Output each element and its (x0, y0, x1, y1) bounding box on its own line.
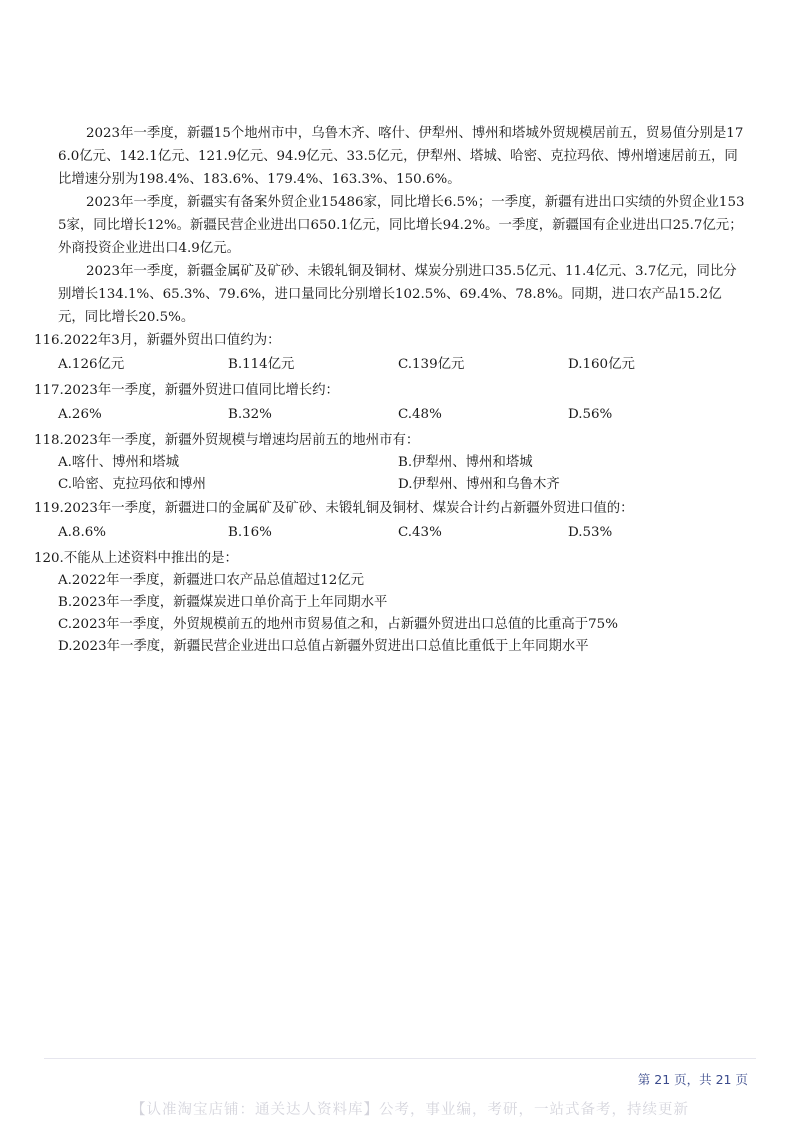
question-119-options (58, 521, 748, 544)
question-117-options (58, 403, 748, 426)
watermark-text: 【认准淘宝店铺：通关达人资料库】公考，事业编，考研，一站式备考，持续更新 (131, 1102, 689, 1118)
option-d: D.伊犁州、博州和乌鲁木齐 (398, 477, 560, 492)
option-b: B.伊犁州、博州和塔城 (398, 455, 533, 470)
option-d: D.2023年一季度，新疆民营企业进出口总值占新疆外贸进出口总值比重低于上年同期水平 (58, 639, 589, 654)
option-a: A.126亿元 (58, 357, 125, 372)
passage-paragraph-1: 2023年一季度，新疆15个地州市中，乌鲁木齐、喀什、伊犁州、博州和塔城外贸规模居前五，贸易值分别是176.0亿元、142.1亿元、121.9亿元、94.9亿元、33.5亿元，伊犁州、塔城、哈密、克拉玛依、博州增速居前五，同比增速分别为198.4%、183.6%、179.4%、163.3%、150.6%。 (58, 126, 744, 187)
option-b: B.32% (228, 407, 272, 422)
option-b: B.16% (228, 525, 272, 540)
question-116-options (58, 353, 748, 376)
option-c: C.43% (398, 525, 442, 540)
option-b: B.2023年一季度，新疆煤炭进口单价高于上年同期水平 (58, 595, 388, 610)
passage-paragraph-3: 2023年一季度，新疆金属矿及矿砂、未锻轧铜及铜材、煤炭分别进口35.5亿元、11.4亿元、3.7亿元，同比分别增长134.1%、65.3%、79.6%，进口量同比分别增长102.5%、69.4%、78.8%。同期，进口农产品15.2亿元，同比增长20.5%。 (58, 264, 737, 325)
option-d: D.160亿元 (568, 357, 635, 372)
option-a: A.2022年一季度，新疆进口农产品总值超过12亿元 (58, 573, 365, 588)
question-118-options (58, 452, 748, 496)
question-116-stem: 116.2022年3月，新疆外贸出口值约为： (34, 333, 281, 348)
option-c: C.2023年一季度，外贸规模前五的地州市贸易值之和，占新疆外贸进出口总值的比重高于75% (58, 617, 618, 632)
option-c: C.48% (398, 407, 442, 422)
passage-paragraph-2: 2023年一季度，新疆实有备案外贸企业15486家，同比增长6.5%；一季度，新疆有进出口实绩的外贸企业1535家，同比增长12%。新疆民营企业进出口650.1亿元，同比增长94.2%。一季度，新疆国有企业进出口25.7亿元；外商投资企业进出口4.9亿元。 (58, 195, 745, 256)
option-a: A.喀什、博州和塔城 (58, 455, 180, 470)
option-a: A.8.6% (58, 525, 106, 540)
option-a: A.26% (58, 407, 102, 422)
option-d: D.53% (568, 525, 613, 540)
option-b: B.114亿元 (228, 357, 295, 372)
option-c: C.139亿元 (398, 357, 465, 372)
option-d: D.56% (568, 407, 613, 422)
question-119-stem: 119.2023年一季度，新疆进口的金属矿及矿砂、未锻轧铜及铜材、煤炭合计约占新疆外贸进口值的： (34, 501, 634, 516)
page-number: 第 21 页，共 21 页 (637, 1072, 748, 1087)
question-118-stem: 118.2023年一季度，新疆外贸规模与增速均居前五的地州市有： (34, 433, 420, 448)
document-body (34, 122, 748, 658)
option-c: C.哈密、克拉玛依和博州 (58, 477, 206, 492)
question-117-stem: 117.2023年一季度，新疆外贸进口值同比增长约： (34, 383, 339, 398)
question-120-stem: 120.不能从上述资料中推出的是： (34, 551, 238, 566)
footer-divider (44, 1058, 756, 1059)
